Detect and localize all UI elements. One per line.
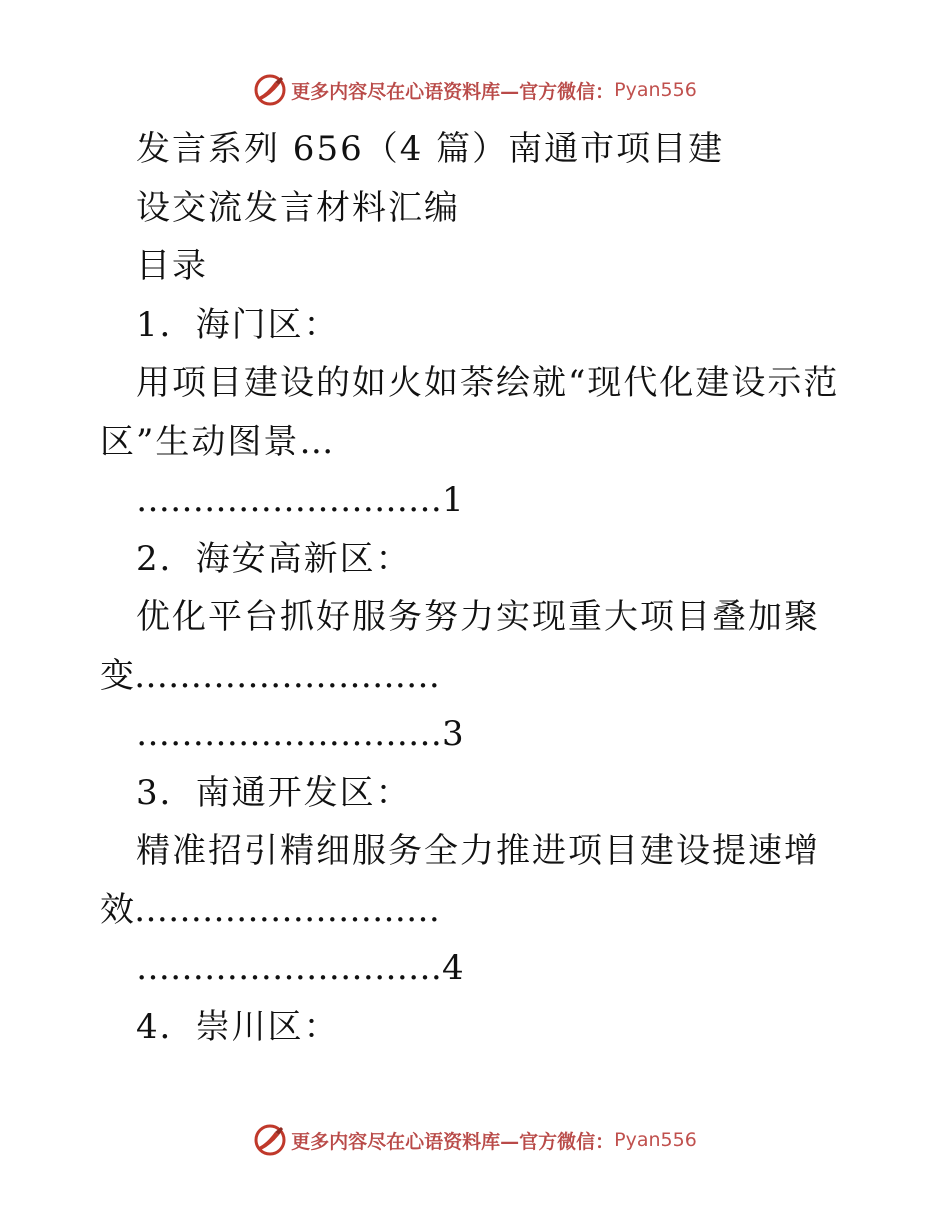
toc-entry-1-heading: 1．海门区： [136,304,340,345]
toc-entry-2-title-line-1: 优化平台抓好服务努力实现重大项目叠加聚 [136,597,820,637]
toc-entry-3-leader: ………………………4 [136,948,464,988]
pen-logo-icon [253,1123,287,1157]
toc-entry-2-leader: ………………………3 [136,714,464,754]
footer-watermark-text: 更多内容尽在心语资料库—官方微信： [291,1130,615,1153]
doc-title-line-2: 设交流发言材料汇编 [136,187,460,228]
header-watermark-wechat: Pyan556 [614,79,697,101]
footer-watermark-wechat: Pyan556 [614,1129,697,1151]
toc-entry-2-title-line-2: 变……………………… [100,655,440,696]
document-body [100,120,860,1056]
toc-entry-3-title-line-1: 精准招引精细服务全力推进项目建设提速增 [136,831,820,871]
toc-entry-3-title-line-2: 效……………………… [100,889,440,930]
toc-entry-1-title-line-2: 区”生动图景… [100,421,336,462]
toc-entry-1-title-line-1: 用项目建设的如火如荼绘就“现代化建设示范 [136,363,840,403]
header-watermark-text: 更多内容尽在心语资料库—官方微信： [291,80,615,103]
toc-entry-4-heading: 4．崇川区： [136,1006,340,1047]
toc-entry-1-leader: ………………………1 [136,480,464,520]
header-watermark-banner [0,70,950,110]
toc-entry-2-heading: 2．海安高新区： [136,538,412,579]
toc-heading: 目录 [136,246,208,286]
pen-logo-icon [253,73,287,107]
toc-entry-3-heading: 3．南通开发区： [136,772,412,813]
footer-watermark-banner [0,1120,950,1160]
doc-title-line-1: 发言系列 656（4 篇）南通市项目建 [136,129,725,169]
